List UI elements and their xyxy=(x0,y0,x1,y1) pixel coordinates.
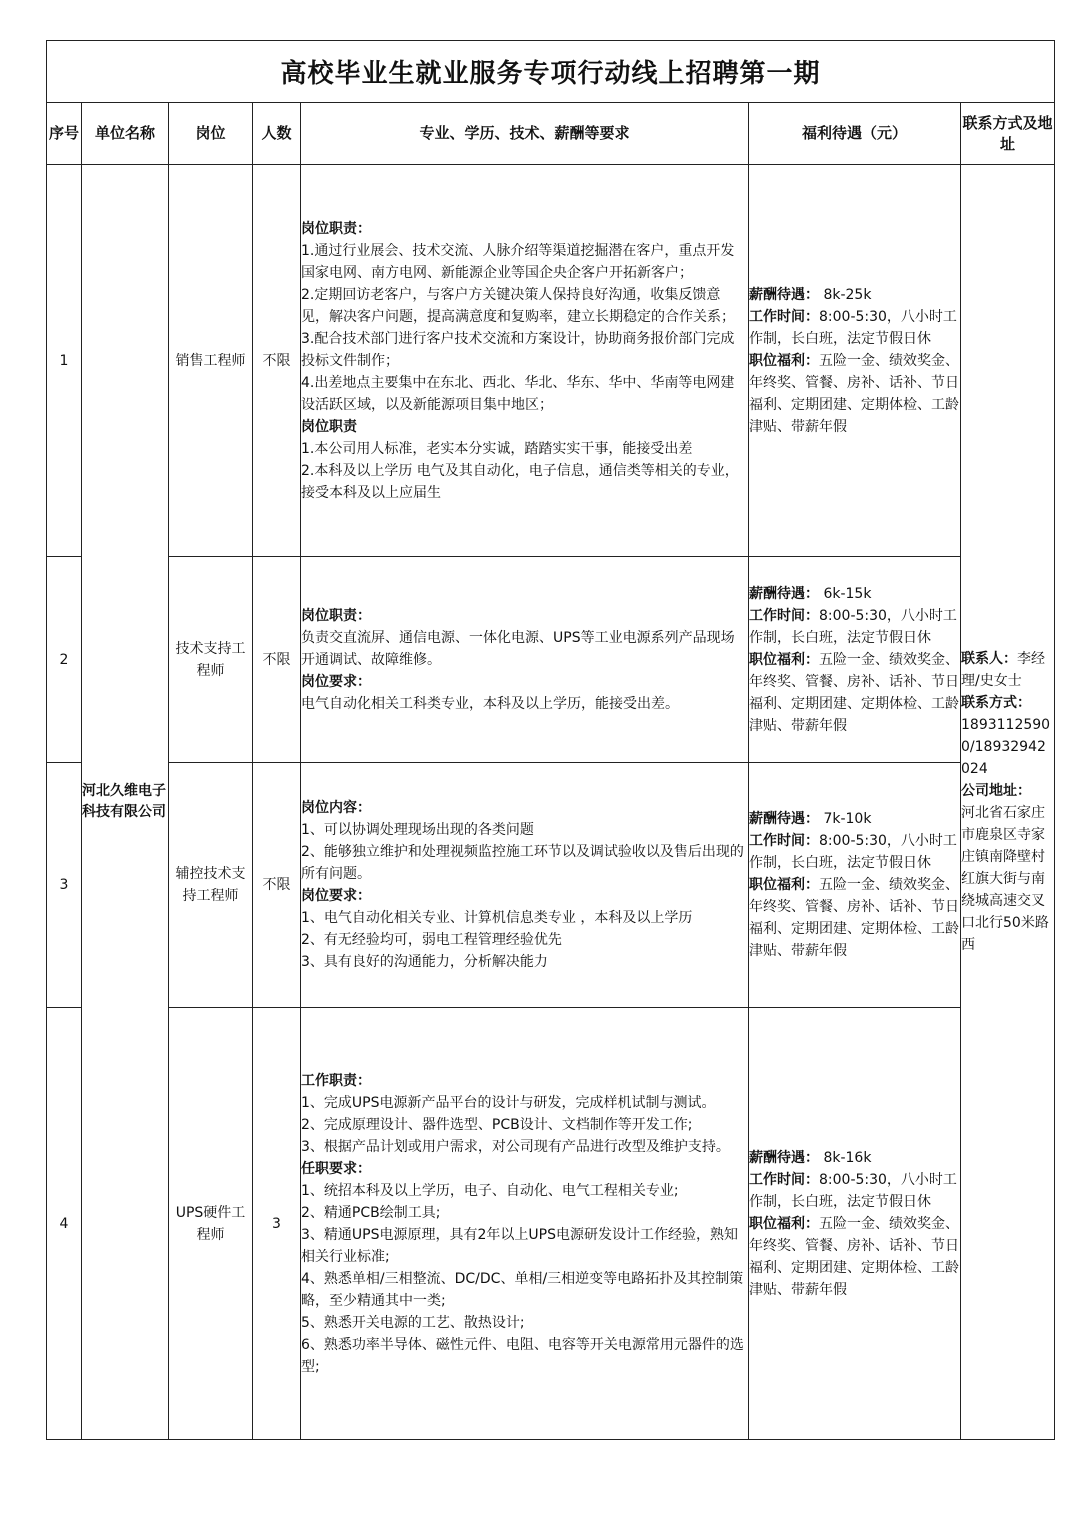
perks-label: 职位福利： xyxy=(749,877,819,893)
contact-info xyxy=(961,165,1055,1440)
hours-value: 8:00-5:30，八小时工作制，长白班，法定节假日休 xyxy=(749,1171,957,1210)
row-requirements xyxy=(301,763,749,1008)
contact-address-label: 公司地址： xyxy=(961,783,1031,799)
hours-value: 8:00-5:30，八小时工作制，长白班，法定节假日休 xyxy=(749,308,957,347)
req-line: 1、统招本科及以上学历，电子、自动化、电气工程相关专业; xyxy=(301,1182,679,1199)
page-title: 高校毕业生就业服务专项行动线上招聘第一期 xyxy=(47,41,1055,103)
header-contact: 联系方式及地址 xyxy=(961,103,1055,165)
req-line: 岗位内容： xyxy=(301,800,371,816)
req-line: 电气自动化相关工科类专业，本科及以上学历，能接受出差。 xyxy=(301,695,679,712)
perks-label: 职位福利： xyxy=(749,651,819,668)
contact-address: 河北省石家庄市鹿泉区寺家庄镇南降壁村红旗大街与南绕城高速交叉口北行50米路西 xyxy=(961,805,1049,953)
row-count: 3 xyxy=(253,1008,301,1440)
row-seq: 1 xyxy=(47,165,82,557)
req-line: 2、能够独立维护和处理视频监控施工环节以及调试验收以及售后出现的所有问题。 xyxy=(301,844,744,882)
req-line: 2、精通PCB绘制工具; xyxy=(301,1204,441,1221)
row-post: UPS硬件工程师 xyxy=(169,1008,253,1440)
contact-phone: 18931125900/18932942024 xyxy=(961,717,1051,777)
table-row xyxy=(47,557,1055,763)
perks-value: 五险一金、绩效奖金、年终奖、管餐、房补、话补、节日福利、定期团建、定期体检、工龄津贴、带薪年假 xyxy=(749,877,959,959)
req-line: 2、有无经验均可，弱电工程管理经验优先 xyxy=(301,932,562,948)
req-line: 2.本科及以上学历 电气及其自动化，电子信息，通信类等相关的专业，接受本科及以上应届生 xyxy=(301,462,739,501)
perks-value: 五险一金、绩效奖金、年终奖、管餐、房补、话补、节日福利、定期团建、定期体检、工龄津贴、带薪年假 xyxy=(749,651,959,734)
salary-value: 6k-15k xyxy=(823,585,872,602)
row-count: 不限 xyxy=(253,557,301,763)
salary-label: 薪酬待遇： xyxy=(749,811,819,827)
perks-label: 职位福利： xyxy=(749,1215,819,1232)
header-seq: 序号 xyxy=(47,103,82,165)
salary-label: 薪酬待遇： xyxy=(749,1149,819,1166)
row-post: 销售工程师 xyxy=(169,165,253,557)
row-count: 不限 xyxy=(253,165,301,557)
req-line: 4.出差地点主要集中在东北、西北、华北、华东、华中、华南等电网建设活跃区域，以及新能源项目集中地区； xyxy=(301,374,735,413)
req-line: 负责交直流屏、通信电源、一体化电源、UPS等工业电源系列产品现场开通调试、故障维修。 xyxy=(301,629,735,668)
row-count: 不限 xyxy=(253,763,301,1008)
req-line: 4、熟悉单相/三相整流、DC/DC、单相/三相逆变等电路拓扑及其控制策略，至少精通其中一类; xyxy=(301,1270,744,1309)
req-line: 1、完成UPS电源新产品平台的设计与研发，完成样机试制与测试。 xyxy=(301,1094,716,1111)
req-line: 岗位要求： xyxy=(301,888,371,904)
recruitment-table xyxy=(46,40,1055,1440)
contact-person-label: 联系人： xyxy=(961,651,1017,667)
perks-label: 职位福利： xyxy=(749,352,819,369)
header-count: 人数 xyxy=(253,103,301,165)
header-requirements: 专业、学历、技术、薪酬等要求 xyxy=(301,103,749,165)
row-benefits xyxy=(749,557,961,763)
hours-value: 8:00-5:30，八小时工作制，长白班，法定节假日休 xyxy=(749,833,957,871)
table-row xyxy=(47,1008,1055,1440)
req-line: 5、熟悉开关电源的工艺、散热设计; xyxy=(301,1314,525,1331)
req-line: 工作职责： xyxy=(301,1072,371,1089)
req-line: 2、完成原理设计、器件选型、PCB设计、文档制作等开发工作; xyxy=(301,1116,693,1133)
salary-value: 8k-16k xyxy=(823,1149,872,1166)
header-post: 岗位 xyxy=(169,103,253,165)
salary-label: 薪酬待遇： xyxy=(749,585,819,602)
req-line: 2.定期回访老客户，与客户方关键决策人保持良好沟通，收集反馈意见，解决客户问题，提高满意度和复购率，建立长期稳定的合作关系； xyxy=(301,286,735,325)
contact-person: 李经理/史女士 xyxy=(961,651,1045,689)
req-line: 3.配合技术部门进行客户技术交流和方案设计，协助商务报价部门完成投标文件制作； xyxy=(301,330,735,369)
req-line: 岗位职责： xyxy=(301,607,371,624)
perks-value: 五险一金、绩效奖金、年终奖、管餐、房补、话补、节日福利、定期团建、定期体检、工龄津贴、带薪年假 xyxy=(749,352,959,435)
company-name: 河北久维电子科技有限公司 xyxy=(82,165,169,1440)
row-requirements xyxy=(301,165,749,557)
hours-label: 工作时间： xyxy=(749,308,819,325)
hours-value: 8:00-5:30，八小时工作制，长白班，法定节假日休 xyxy=(749,607,957,646)
row-benefits xyxy=(749,763,961,1008)
row-requirements xyxy=(301,1008,749,1440)
row-post: 技术支持工程师 xyxy=(169,557,253,763)
table-row xyxy=(47,165,1055,557)
req-line: 3、精通UPS电源原理，具有2年以上UPS电源研发设计工作经验，熟知相关行业标准; xyxy=(301,1226,738,1265)
req-line: 1.通过行业展会、技术交流、人脉介绍等渠道挖掘潜在客户，重点开发国家电网、南方电网、新能源企业等国企央企客户开拓新客户； xyxy=(301,242,735,281)
hours-label: 工作时间： xyxy=(749,833,819,849)
req-line: 任职要求： xyxy=(301,1160,371,1177)
req-line: 6、熟悉功率半导体、磁性元件、电阻、电容等开关电源常用元器件的选型; xyxy=(301,1336,744,1375)
contact-phone-label: 联系方式： xyxy=(961,695,1031,711)
salary-label: 薪酬待遇： xyxy=(749,286,819,303)
salary-value: 8k-25k xyxy=(823,286,872,303)
hours-label: 工作时间： xyxy=(749,1171,819,1188)
row-seq: 3 xyxy=(47,763,82,1008)
row-seq: 4 xyxy=(47,1008,82,1440)
req-line: 岗位职责： xyxy=(301,220,371,237)
req-line: 1、可以协调处理现场出现的各类问题 xyxy=(301,822,534,838)
req-line: 1、电气自动化相关专业、计算机信息类专业 ，本科及以上学历 xyxy=(301,910,693,926)
req-line: 1.本公司用人标准，老实本分实诚，踏踏实实干事，能接受出差 xyxy=(301,440,693,457)
row-seq: 2 xyxy=(47,557,82,763)
row-requirements xyxy=(301,557,749,763)
req-line: 岗位要求： xyxy=(301,673,371,690)
row-benefits xyxy=(749,1008,961,1440)
row-post: 辅控技术支持工程师 xyxy=(169,763,253,1008)
perks-value: 五险一金、绩效奖金、年终奖、管餐、房补、话补、节日福利、定期团建、定期体检、工龄津贴、带薪年假 xyxy=(749,1215,959,1298)
row-benefits xyxy=(749,165,961,557)
header-benefits: 福利待遇（元） xyxy=(749,103,961,165)
req-line: 3、根据产品计划或用户需求，对公司现有产品进行改型及维护支持。 xyxy=(301,1138,730,1155)
salary-value: 7k-10k xyxy=(823,811,872,827)
hours-label: 工作时间： xyxy=(749,607,819,624)
header-company: 单位名称 xyxy=(82,103,169,165)
req-line: 3、具有良好的沟通能力，分析解决能力 xyxy=(301,954,548,970)
table-row xyxy=(47,763,1055,1008)
req-line: 岗位职责 xyxy=(301,418,357,435)
